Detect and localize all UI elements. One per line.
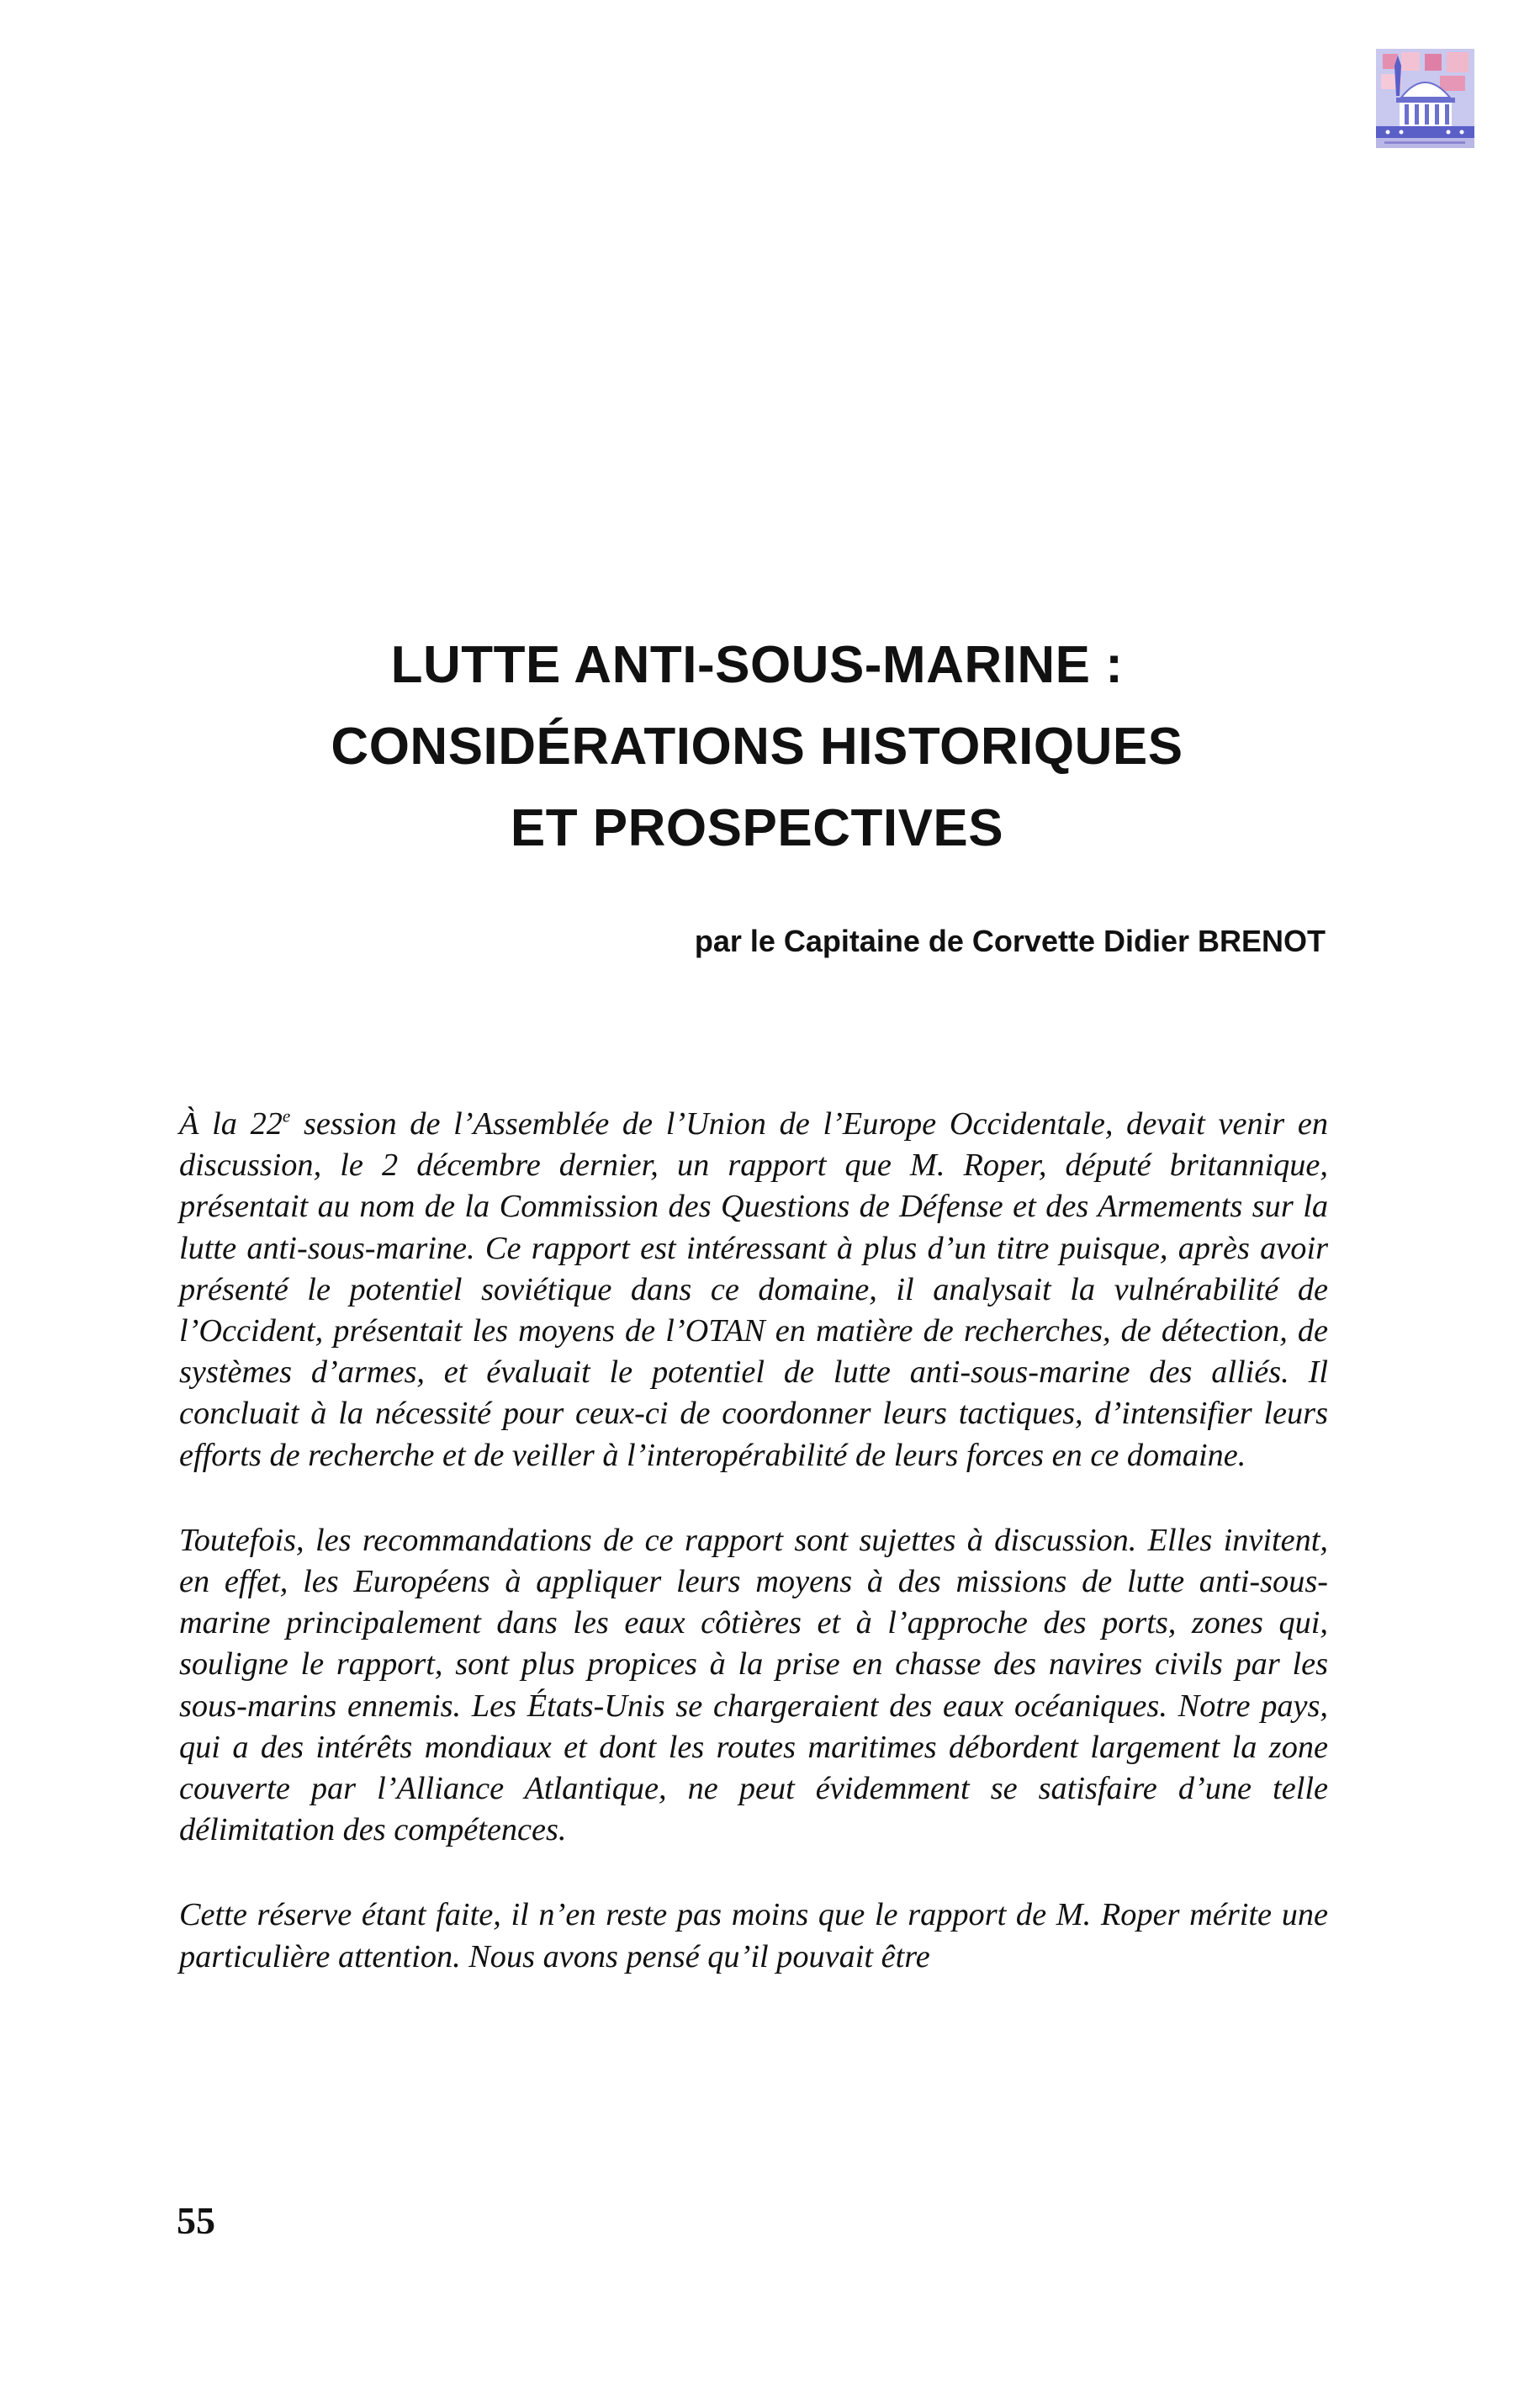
paragraph [179, 1104, 1328, 1476]
title-line: CONSIDÉRATIONS HISTORIQUES [331, 718, 1183, 776]
paragraph-lead: À la 22 [179, 1106, 283, 1142]
article-body [179, 1104, 1328, 1978]
author-byline: par le Capitaine de Corvette Didier BRENOT [694, 924, 1326, 958]
article-title [168, 624, 1346, 869]
paragraph-text: session de l’Assemblée de l’Union de l’Europe Occidentale, devait venir en discussion, le 2 décembre dernier, un rapport que M. Roper, député britannique, présentait au nom de la Commission des Questions de Défense et des Armements sur la lutte anti-sous-marine. Ce rapport est intéressant à plus d’un titre puisque, après avoir présenté le potentiel soviétique dans ce domaine, il analysait la vulnérabilité de l’Occident, présentait les moyens de l’OTAN en matière de recherches, de détection, de systèmes d’armes, et évaluait le potentiel de lutte anti-sous-marine des alliés. Il concluait à la nécessité pour ceux-ci de coordonner leurs tactiques, d’intensifier leurs efforts de recherche et de veiller à l’interopérabilité de leurs forces en ce domaine. [179, 1106, 1328, 1473]
paragraph: Cette réserve étant faite, il n’en reste pas moins que le rapport de M. Roper mérite une particulière attention. Nous avons pensé qu’il pouvait être [179, 1897, 1328, 1974]
page-number: 55 [177, 2199, 215, 2242]
parliament-building-logo-icon [1376, 49, 1474, 148]
paragraph: Toutefois, les recommandations de ce rapport sont sujettes à discussion. Elles invitent, en effet, les Européens à appliquer leurs moyens à des missions de lutte anti-sous-marine principalement dans les eaux côtières et à l’approche des ports, zones qui, souligne le rapport, sont plus propices à la prise en chasse des navires civils par les sous-marins ennemis. Les États-Unis se chargeraient des eaux océaniques. Notre pays, qui a des intérêts mondiaux et dont les routes maritimes débordent largement la zone couverte par l’Alliance Atlantique, ne peut évidemment se satisfaire d’une telle délimitation des compétences. [179, 1522, 1328, 1848]
ordinal-superscript: e [282, 1105, 291, 1126]
title-line: LUTTE ANTI-SOUS-MARINE : [390, 636, 1124, 694]
title-line: ET PROSPECTIVES [510, 799, 1004, 857]
